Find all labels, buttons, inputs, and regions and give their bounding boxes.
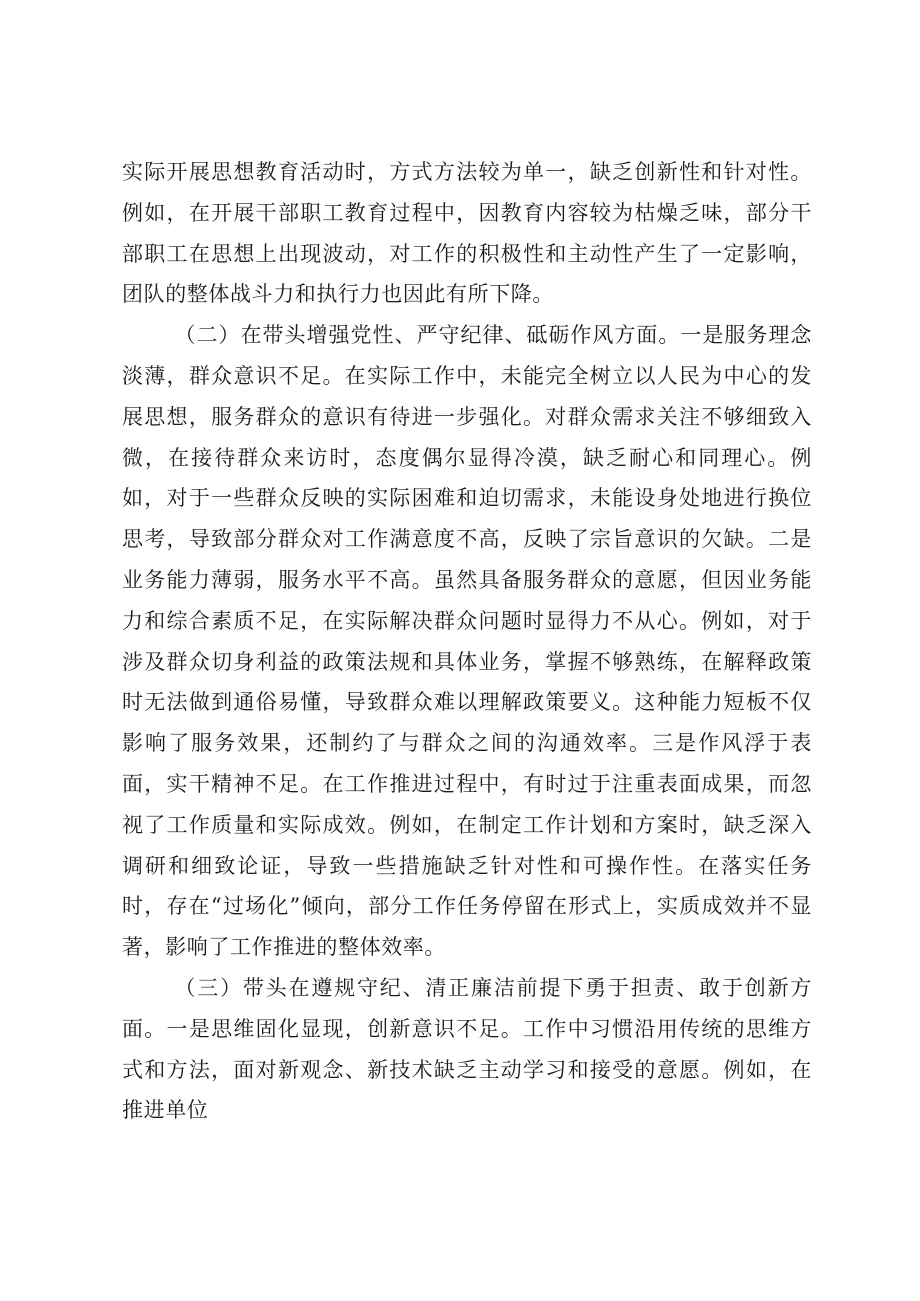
document-body [122,152,812,1131]
paragraph-continuation: 实际开展思想教育活动时，方式方法较为单一，缺乏创新性和针对性。例如，在开展干部职工教育过程中，因教育内容较为枯燥乏味，部分干部职工在思想上出现波动，对工作的积极性和主动性产生了一定影响，团队的整体战斗力和执行力也因此有所下降。 [122,160,812,307]
paragraph-section-two: （二）在带头增强党性、严守纪律、砥砺作风方面。一是服务理念淡薄，群众意识不足。在实际工作中，未能完全树立以人民为中心的发展思想，服务群众的意识有待进一步强化。对群众需求关注不够细致入微，在接待群众来访时，态度偶尔显得冷漠，缺乏耐心和同理心。例如，对于一些群众反映的实际困难和迫切需求，未能设身处地进行换位思考，导致部分群众对工作满意度不高，反映了宗旨意识的欠缺。二是业务能力薄弱，服务水平不高。虽然具备服务群众的意愿，但因业务能力和综合素质不足，在实际解决群众问题时显得力不从心。例如，对于涉及群众切身利益的政策法规和具体业务，掌握不够熟练，在解释政策时无法做到通俗易懂，导致群众难以理解政策要义。这种能力短板不仅影响了服务效果，还制约了与群众之间的沟通效率。三是作风浮于表面，实干精神不足。在工作推进过程中，有时过于注重表面成果，而忽视了工作质量和实际成效。例如，在制定工作计划和方案时，缺乏深入调研和细致论证，导致一些措施缺乏针对性和可操作性。在落实任务时，存在“过场化”倾向，部分工作任务停留在形式上，实质成效并不显著，影响了工作推进的整体效率。 [122,323,812,960]
paragraph-section-three: （三）带头在遵规守纪、清正廉洁前提下勇于担责、敢于创新方面。一是思维固化显现，创新意识不足。工作中习惯沿用传统的思维方式和方法，面对新观念、新技术缺乏主动学习和接受的意愿。例如，在推进单位 [122,975,812,1123]
